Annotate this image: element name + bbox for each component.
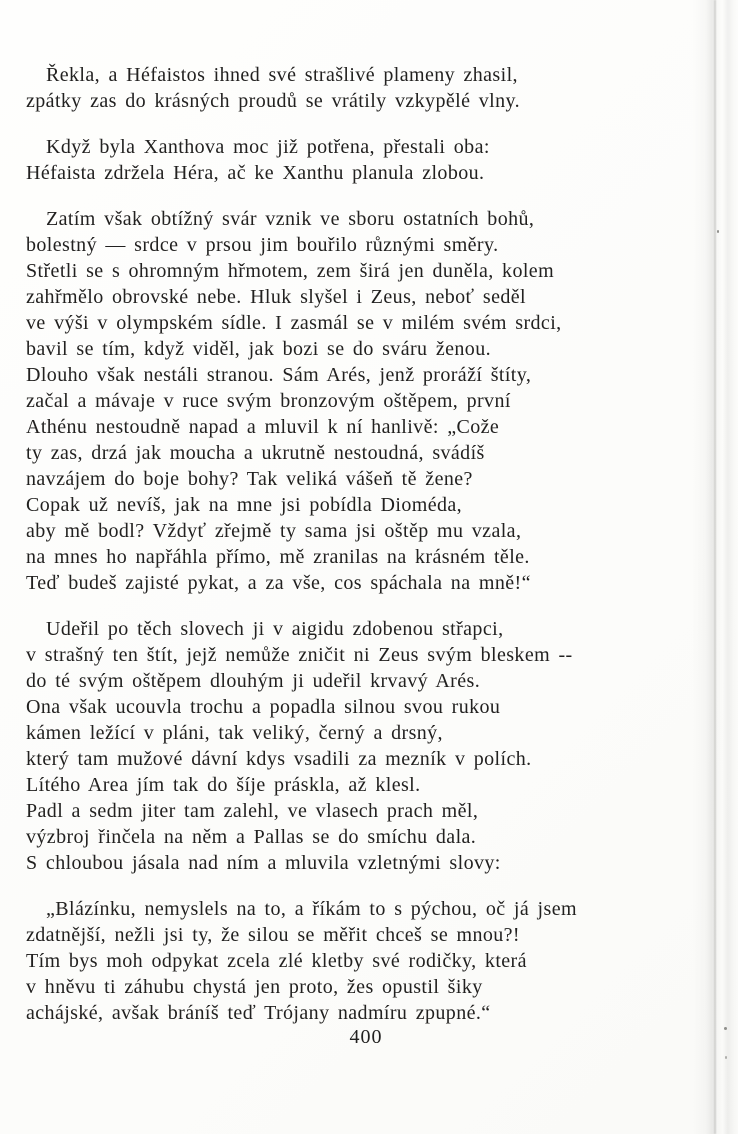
- text-line: ve výši v olympském sídle. I zasmál se v milém svém srdci,: [26, 312, 562, 334]
- paragraph: [26, 134, 706, 186]
- text-line: Tím bys moh odpykat zcela zlé kletby své rodičky, která: [26, 950, 527, 972]
- text-line: Střetli se s ohromným hřmotem, zem širá jen duněla, kolem: [26, 260, 555, 282]
- text-line: zdatnější, nežli jsi ty, že silou se měřit chceš se mnou?!: [26, 924, 520, 946]
- page-number: 400: [349, 1026, 383, 1048]
- paper-speck: [725, 1056, 727, 1059]
- text-line: který tam mužové dávní kdys vsadili za mezník v polích.: [26, 748, 532, 770]
- text-line: Ona však ucouvla trochu a popadla silnou svou rukou: [26, 696, 501, 718]
- text-line: kámen ležící v pláni, tak veliký, černý a drsný,: [26, 722, 443, 744]
- text-line: Copak už nevíš, jak na mne jsi pobídla Dioméda,: [26, 494, 463, 516]
- text-line: navzájem do boje bohy? Tak veliká vášeň tě žene?: [26, 468, 473, 490]
- page-edge-line: [714, 0, 716, 1134]
- text-line: v strašný ten štít, jejž nemůže zničit ni Zeus svým bleskem --: [26, 644, 573, 666]
- paper-speck: [717, 230, 719, 233]
- text-line: Udeřil po těch slovech ji v aigidu zdobenou střapci,: [46, 618, 504, 640]
- text-line: na mnes ho napřáhla přímo, mě zranilas na krásném těle.: [26, 546, 530, 568]
- paragraph: [26, 206, 706, 596]
- text-line: v hněvu ti záhubu chystá jen proto, žes opustil šiky: [26, 976, 483, 998]
- paper-speck: [724, 1027, 727, 1030]
- text-line: ty zas, drzá jak moucha a ukrutně nestoudná, svádíš: [26, 442, 485, 464]
- text-line: bavil se tím, když viděl, jak bozi se do sváru ženou.: [26, 338, 491, 360]
- paragraph: [26, 616, 706, 876]
- text-line: zpátky zas do krásných proudů se vrátily vzkypělé vlny.: [26, 90, 521, 112]
- text-line: achájské, avšak bráníš teď Trójany nadmíru zpupné.“: [26, 1002, 491, 1024]
- text-line: Athénu nestoudně napad a mluvil k ní hanlivě: „Cože: [26, 416, 500, 438]
- paragraph: [26, 896, 706, 1026]
- text-line: Dlouho však nestáli stranou. Sám Arés, jenž proráží štíty,: [26, 364, 532, 386]
- text-line: Když byla Xanthova moc již potřena, přestali oba:: [46, 136, 490, 158]
- text-line: „Blázínku, nemyslels na to, a říkám to s pýchou, oč já jsem: [46, 898, 577, 920]
- paragraph: [26, 62, 706, 114]
- text-line: S chloubou jásala nad ním a mluvila vzletnými slovy:: [26, 852, 501, 874]
- text-line: do té svým oštěpem dlouhým ji udeřil krvavý Arés.: [26, 670, 481, 692]
- text-line: aby mě bodl? Vždyť zřejmě ty sama jsi oštěp mu vzala,: [26, 520, 522, 542]
- text-line: Teď budeš zajisté pykat, a za vše, cos spáchala na mně!“: [26, 572, 531, 594]
- text-line: Padl a sedm jiter tam zalehl, ve vlasech prach měl,: [26, 800, 479, 822]
- text-line: Zatím však obtížný svár vznik ve sboru ostatních bohů,: [46, 208, 535, 230]
- text-line: bolestný — srdce v prsou jim bouřilo různými směry.: [26, 234, 499, 256]
- text-line: začal a mávaje v ruce svým bronzovým oštěpem, první: [26, 390, 511, 412]
- text-line: zahřmělo obrovské nebe. Hluk slyšel i Zeus, neboť seděl: [26, 286, 526, 308]
- text-line: Lítého Area jím tak do šíje práskla, až klesl.: [26, 774, 421, 796]
- text-line: Řekla, a Héfaistos ihned své strašlivé plameny zhasil,: [46, 64, 518, 86]
- text-block: [26, 62, 706, 1046]
- text-line: Héfaista zdržela Héra, ač ke Xanthu planula zlobou.: [26, 162, 485, 184]
- text-line: výzbroj řinčela na něm a Pallas se do smíchu dala.: [26, 826, 477, 848]
